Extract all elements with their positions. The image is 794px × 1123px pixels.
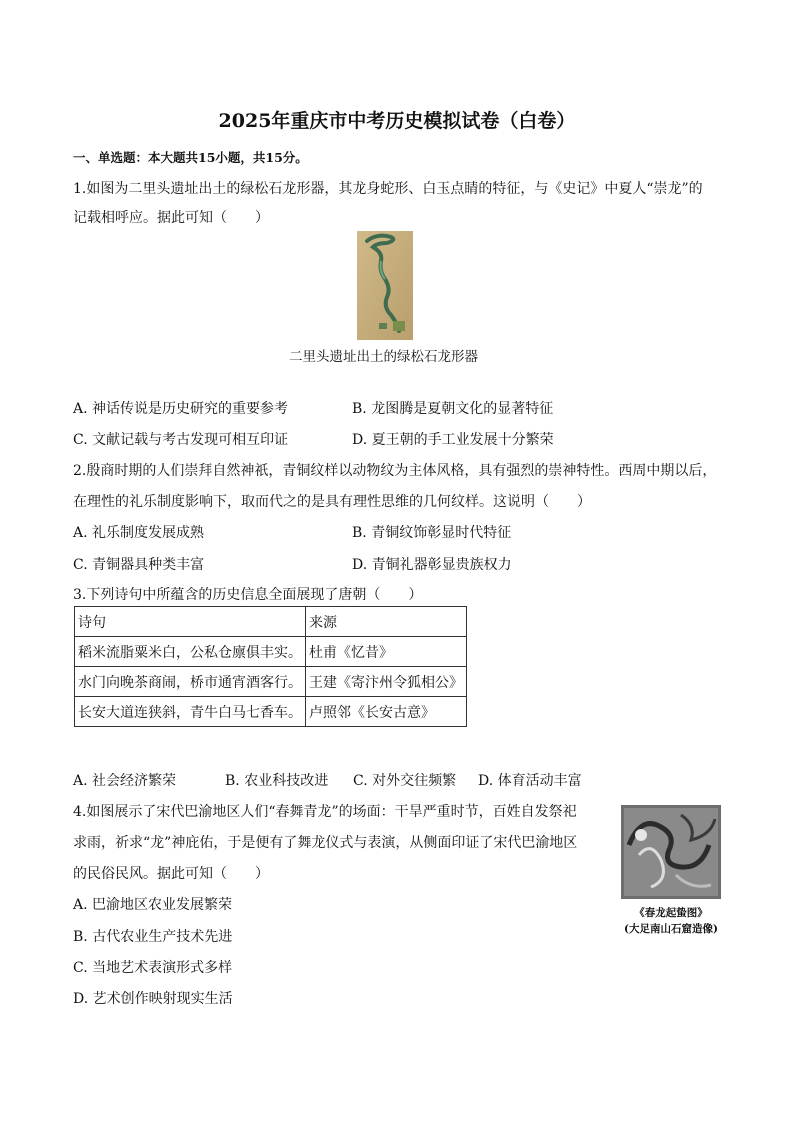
q2-option-a[interactable]: A. 礼乐制度发展成熟 xyxy=(73,525,205,541)
q2-stem-line2: 在理性的礼乐制度影响下，取而代之的是具有理性思维的几何纹样。这说明（ ） xyxy=(73,494,591,510)
q2-option-b[interactable]: B. 青铜纹饰彰显时代特征 xyxy=(352,525,512,541)
q3-option-d[interactable]: D. 体育活动丰富 xyxy=(478,773,582,789)
q1-stem-line2: 记载相呼应。据此可知（ ） xyxy=(73,210,269,226)
q3-stem: 3.下列诗句中所蕴含的历史信息全面展现了唐朝（ ） xyxy=(73,587,423,603)
table-header-cell: 诗句 xyxy=(75,607,306,637)
q1-option-c[interactable]: C. 文献记载与考古发现可相互印证 xyxy=(73,432,289,448)
q1-stem-line1: 1.如图为二里头遗址出土的绿松石龙形器，其龙身蛇形、白玉点睛的特征，与《史记》中夏人“崇龙”的 xyxy=(73,181,703,197)
table-row xyxy=(75,697,467,727)
q3-option-c[interactable]: C. 对外交往频繁 xyxy=(353,773,457,789)
q1-image-caption: 二里头遗址出土的绿松石龙形器 xyxy=(289,349,478,365)
q1-option-b[interactable]: B. 龙图腾是夏朝文化的显著特征 xyxy=(352,401,554,417)
q1-option-d[interactable]: D. 夏王朝的手工业发展十分繁荣 xyxy=(352,432,554,448)
q4-image-caption-title: 《春龙起蛰图》 xyxy=(634,907,708,919)
table-header-row xyxy=(75,607,467,637)
q4-option-c[interactable]: C. 当地艺术表演形式多样 xyxy=(73,960,233,976)
spring-dragon-relief-image xyxy=(621,805,721,899)
q4-stem-line1: 4.如图展示了宋代巴渝地区人们“春舞青龙”的场面：干旱严重时节，百姓自发祭祀 xyxy=(73,804,577,820)
table-cell: 稻米流脂粟米白，公私仓廪俱丰实。 xyxy=(75,637,306,667)
q4-option-d[interactable]: D. 艺术创作映射现实生活 xyxy=(73,991,233,1007)
q2-stem-line1: 2.殷商时期的人们崇拜自然神祇，青铜纹样以动物纹为主体风格，具有强烈的崇神特性。西周中期以后， xyxy=(73,463,717,479)
table-cell: 王建《寄汴州令狐相公》 xyxy=(306,667,467,697)
table-cell: 杜甫《忆昔》 xyxy=(306,637,467,667)
q2-option-d[interactable]: D. 青铜礼器彰显贵族权力 xyxy=(352,557,512,573)
q1-option-a[interactable]: A. 神话传说是历史研究的重要参考 xyxy=(73,401,289,417)
section-heading: 一、单选题：本大题共15小题，共15分。 xyxy=(73,150,308,165)
q4-image-caption-source: (大足南山石窟造像) xyxy=(624,923,718,935)
q4-stem-line2: 求雨，祈求“龙”神庇佑，于是便有了舞龙仪式与表演，从侧面印证了宋代巴渝地区 xyxy=(73,835,578,851)
table-cell: 卢照邻《长安古意》 xyxy=(306,697,467,727)
poem-table xyxy=(74,606,467,727)
table-header-cell: 来源 xyxy=(306,607,467,637)
table-row xyxy=(75,667,467,697)
table-cell: 长安大道连狭斜，青牛白马七香车。 xyxy=(75,697,306,727)
table-cell: 水门向晚茶商闹，桥市通宵酒客行。 xyxy=(75,667,306,697)
q3-option-a[interactable]: A. 社会经济繁荣 xyxy=(73,773,177,789)
table-row xyxy=(75,637,467,667)
q3-option-b[interactable]: B. 农业科技改进 xyxy=(225,773,329,789)
q2-option-c[interactable]: C. 青铜器具种类丰富 xyxy=(73,557,205,573)
page-title: 2025年重庆市中考历史模拟试卷（白卷） xyxy=(218,110,576,132)
q4-option-b[interactable]: B. 古代农业生产技术先进 xyxy=(73,929,233,945)
q4-stem-line3: 的民俗民风。据此可知（ ） xyxy=(73,866,269,882)
turquoise-dragon-image xyxy=(357,231,413,340)
q4-option-a[interactable]: A. 巴渝地区农业发展繁荣 xyxy=(73,897,233,913)
